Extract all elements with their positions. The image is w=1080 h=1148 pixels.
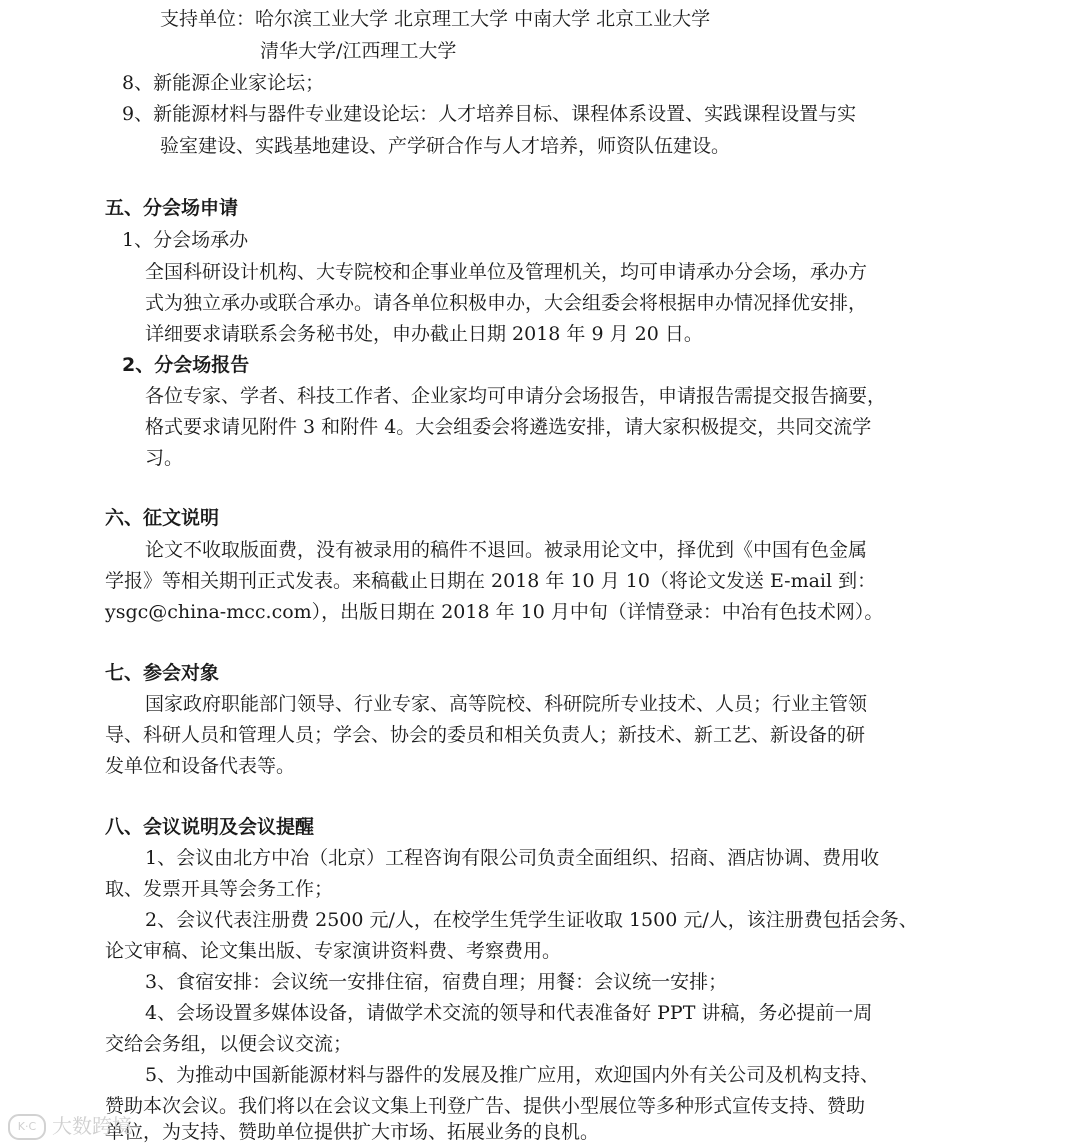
section-8-note-2-line-1: 2、会议代表注册费 2500 元/人，在校学生凭学生证收取 1500 元/人，该注册费包括会务、 [145, 909, 918, 931]
item-8: 8、新能源企业家论坛； [122, 72, 325, 94]
section-8-note-4-line-2: 交给会务组，以便会议交流； [105, 1033, 353, 1055]
section-5-heading: 五、分会场申请 [105, 197, 239, 219]
section-6-line-3: ysgc@china-mcc.com），出版日期在 2018 年 10 月中旬（详情登录：中冶有色技术网）。 [105, 601, 884, 623]
watermark-text: 大数跨境 [52, 1114, 132, 1138]
section-7-heading: 七、参会对象 [105, 662, 220, 684]
watermark-logo-icon: K·C [8, 1114, 46, 1140]
section-5-sub-1: 1、分会场承办 [122, 229, 249, 251]
section-8-note-3: 3、食宿安排：会议统一安排住宿，宿费自理；用餐：会议统一安排； [145, 971, 728, 993]
section-8-note-1-line-2: 取、发票开具等会务工作； [105, 878, 334, 900]
section-8-note-5-line-3: 单位，为支持、赞助单位提供扩大市场、拓展业务的良机。 [105, 1121, 600, 1143]
section-7-line-3: 发单位和设备代表等。 [105, 755, 296, 777]
item-9-line-2: 验室建设、实践基地建设、产学研合作与人才培养，师资队伍建设。 [160, 135, 731, 157]
section-6-line-1: 论文不收取版面费，没有被录用的稿件不退回。被录用论文中，择优到《中国有色金属 [145, 539, 868, 561]
section-8-note-2-line-2: 论文审稿、论文集出版、专家演讲资料费、考察费用。 [105, 940, 562, 962]
item-9-line-1: 9、新能源材料与器件专业建设论坛：人才培养目标、课程体系设置、实践课程设置与实 [122, 103, 857, 125]
section-7-line-1: 国家政府职能部门领导、行业专家、高等院校、科研院所专业技术、人员；行业主管领 [145, 693, 868, 715]
section-5-sub-2: 2、分会场报告 [122, 354, 250, 376]
section-8-note-5-line-1: 5、为推动中国新能源材料与器件的发展及推广应用，欢迎国内外有关公司及机构支持、 [145, 1064, 880, 1086]
section-6-heading: 六、征文说明 [105, 507, 220, 529]
section-5-p2-line-2: 格式要求请见附件 3 和附件 4。大会组委会将遴选安排，请大家积极提交，共同交流学 [145, 416, 872, 438]
watermark [8, 1111, 132, 1142]
section-8-note-1-line-1: 1、会议由北方中冶（北京）工程咨询有限公司负责全面组织、招商、酒店协调、费用收 [145, 847, 880, 869]
section-5-p2-line-3: 习。 [145, 447, 184, 469]
support-line-2: 清华大学/江西理工大学 [260, 40, 457, 62]
section-8-note-4-line-1: 4、会场设置多媒体设备，请做学术交流的领导和代表准备好 PPT 讲稿，务必提前一周 [145, 1002, 873, 1024]
section-5-p1-line-2: 式为独立承办或联合承办。请各单位积极申办，大会组委会将根据申办情况择优安排， [145, 292, 868, 314]
section-8-note-5-line-2: 赞助本次会议。我们将以在会议文集上刊登广告、提供小型展位等多种形式宣传支持、赞助 [105, 1095, 866, 1117]
section-8-heading: 八、会议说明及会议提醒 [105, 816, 315, 838]
section-7-line-2: 导、科研人员和管理人员；学会、协会的委员和相关负责人；新技术、新工艺、新设备的研 [105, 724, 866, 746]
section-6-line-2: 学报》等相关期刊正式发表。来稿截止日期在 2018 年 10 月 10（将论文发送 E-mail 到： [105, 570, 877, 592]
section-5-p2-line-1: 各位专家、学者、科技工作者、企业家均可申请分会场报告，申请报告需提交报告摘要， [145, 385, 887, 407]
section-5-p1-line-1: 全国科研设计机构、大专院校和企事业单位及管理机关，均可申请承办分会场，承办方 [145, 261, 868, 283]
section-5-p1-line-3: 详细要求请联系会务秘书处，申办截止日期 2018 年 9 月 20 日。 [145, 323, 703, 345]
support-line-1: 支持单位：哈尔滨工业大学 北京理工大学 中南大学 北京工业大学 [160, 8, 711, 30]
